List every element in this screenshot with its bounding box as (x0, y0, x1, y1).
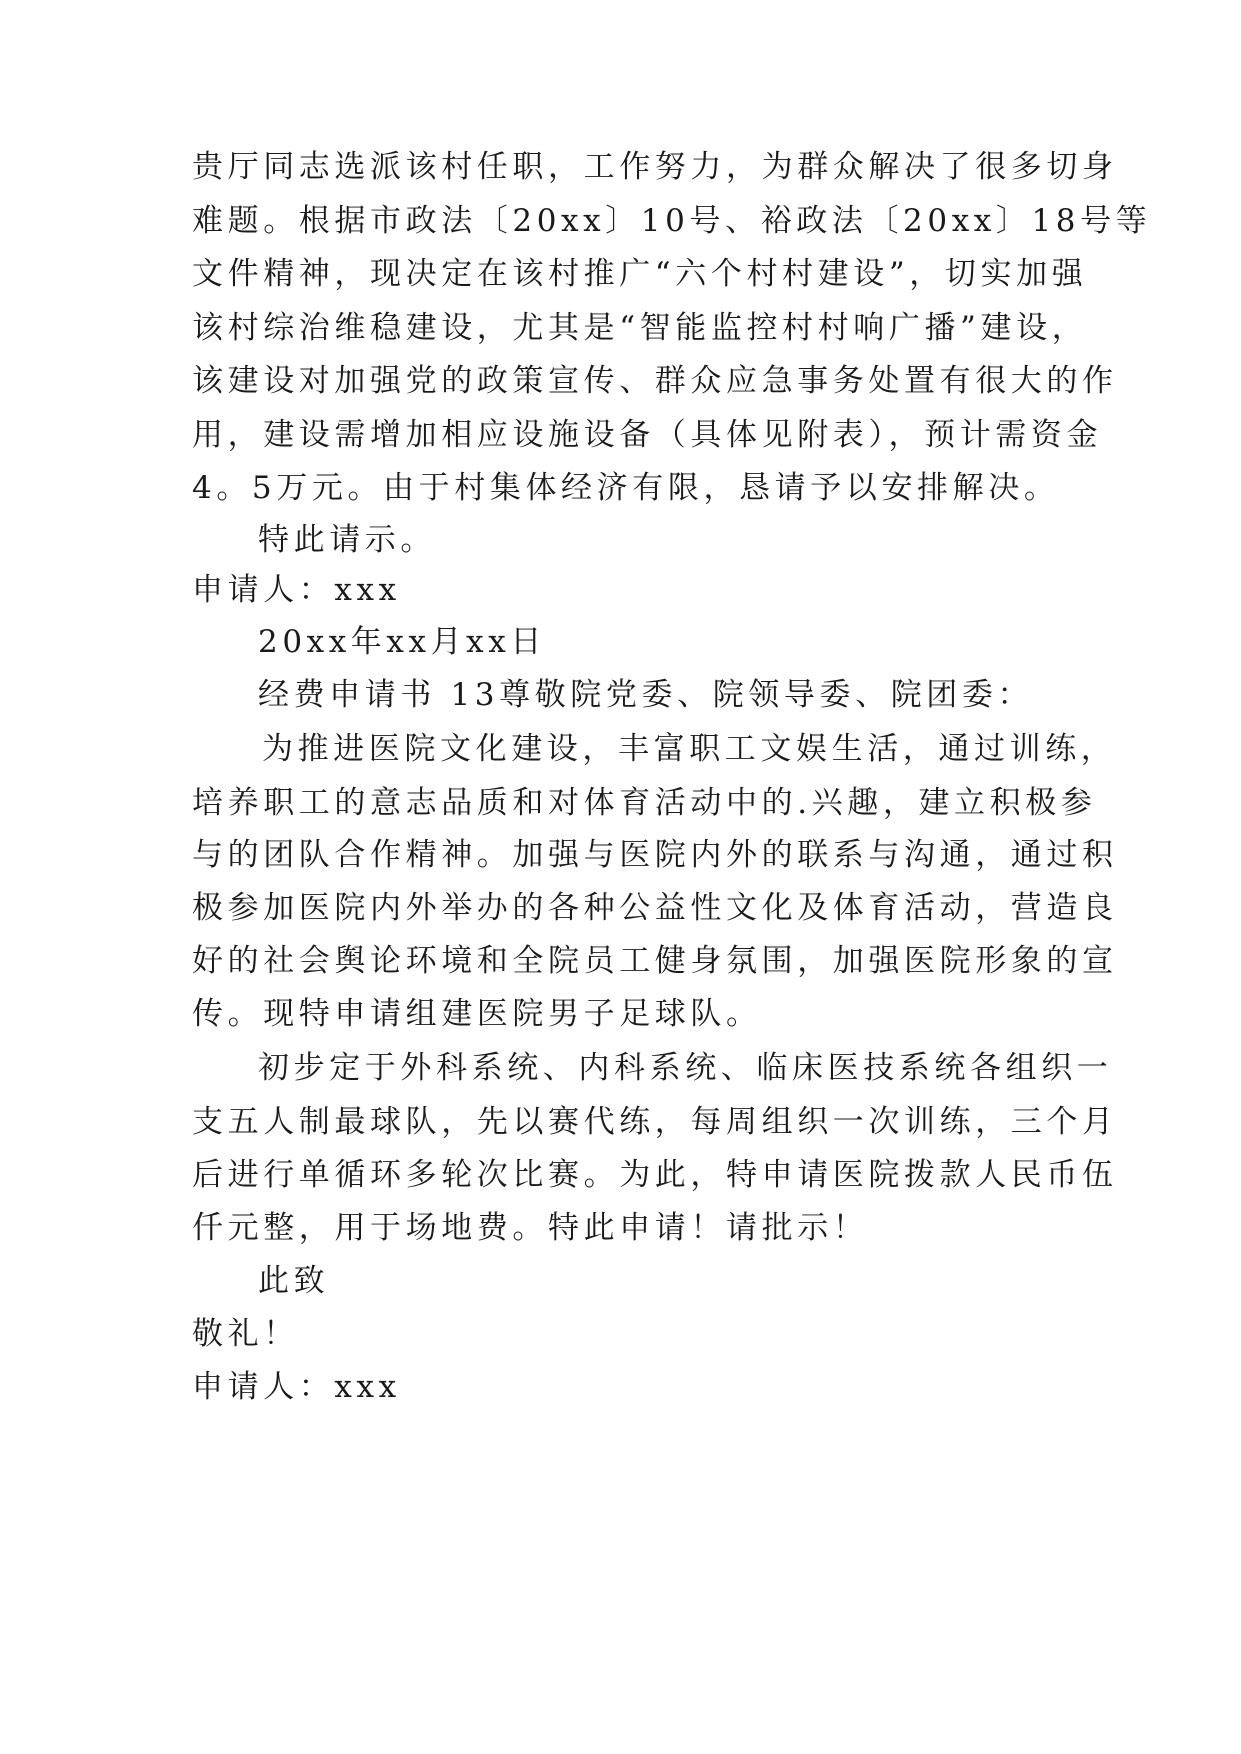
closing-request: 特此请示。 (258, 522, 436, 558)
body-line: 贵厅同志选派该村任职，工作努力，为群众解决了很多切身 (192, 149, 1118, 185)
applicant-line: 申请人：xxx (192, 572, 401, 608)
body-line: 后进行单循环多轮次比赛。为此，特申请医院拨款人民币伍 (192, 1157, 1118, 1193)
second-letter-heading: 经费申请书 13尊敬院党委、院领导委、院团委： (258, 677, 1034, 713)
body-line: 该村综治维稳建设，尤其是“智能监控村村响广播”建设， (192, 310, 1088, 346)
body-line: 难题。根据市政法〔20xx〕10号、裕政法〔20xx〕18号等 (192, 203, 1152, 239)
body-line: 文件精神，现决定在该村推广“六个村村建设”，切实加强 (192, 256, 1088, 292)
body-line: 与的团队合作精神。加强与医院内外的联系与沟通，通过积 (192, 837, 1118, 873)
body-line: 传。现特申请组建医院男子足球队。 (192, 996, 762, 1032)
body-line: 极参加医院内外举办的各种公益性文化及体育活动，营造良 (192, 890, 1118, 926)
salutation-line: 敬礼！ (192, 1316, 299, 1352)
body-line: 为推进医院文化建设，丰富职工文娱生活，通过训练， (262, 731, 1117, 767)
body-line: 用，建设需增加相应设施设备（具体见附表），预计需资金 (192, 417, 1103, 453)
body-line: 支五人制最球队，先以赛代练，每周组织一次训练，三个月 (192, 1104, 1118, 1140)
date-line: 20xx年xx月xx日 (258, 624, 546, 660)
body-line: 好的社会舆论环境和全院员工健身氛围，加强医院形象的宣 (192, 943, 1118, 979)
body-line: 仟元整，用于场地费。特此申请！请批示！ (192, 1210, 869, 1246)
body-line: 该建设对加强党的政策宣传、群众应急事务处置有很大的作 (192, 363, 1118, 399)
applicant-line: 申请人：xxx (192, 1369, 401, 1405)
body-line: 4。5万元。由于村集体经济有限，恳请予以安排解决。 (192, 470, 1060, 506)
body-line: 培养职工的意志品质和对体育活动中的.兴趣，建立积极参 (192, 785, 1097, 821)
salutation-line: 此致 (258, 1263, 330, 1299)
body-line: 初步定于外科系统、内科系统、临床医技系统各组织一 (258, 1050, 1113, 1086)
